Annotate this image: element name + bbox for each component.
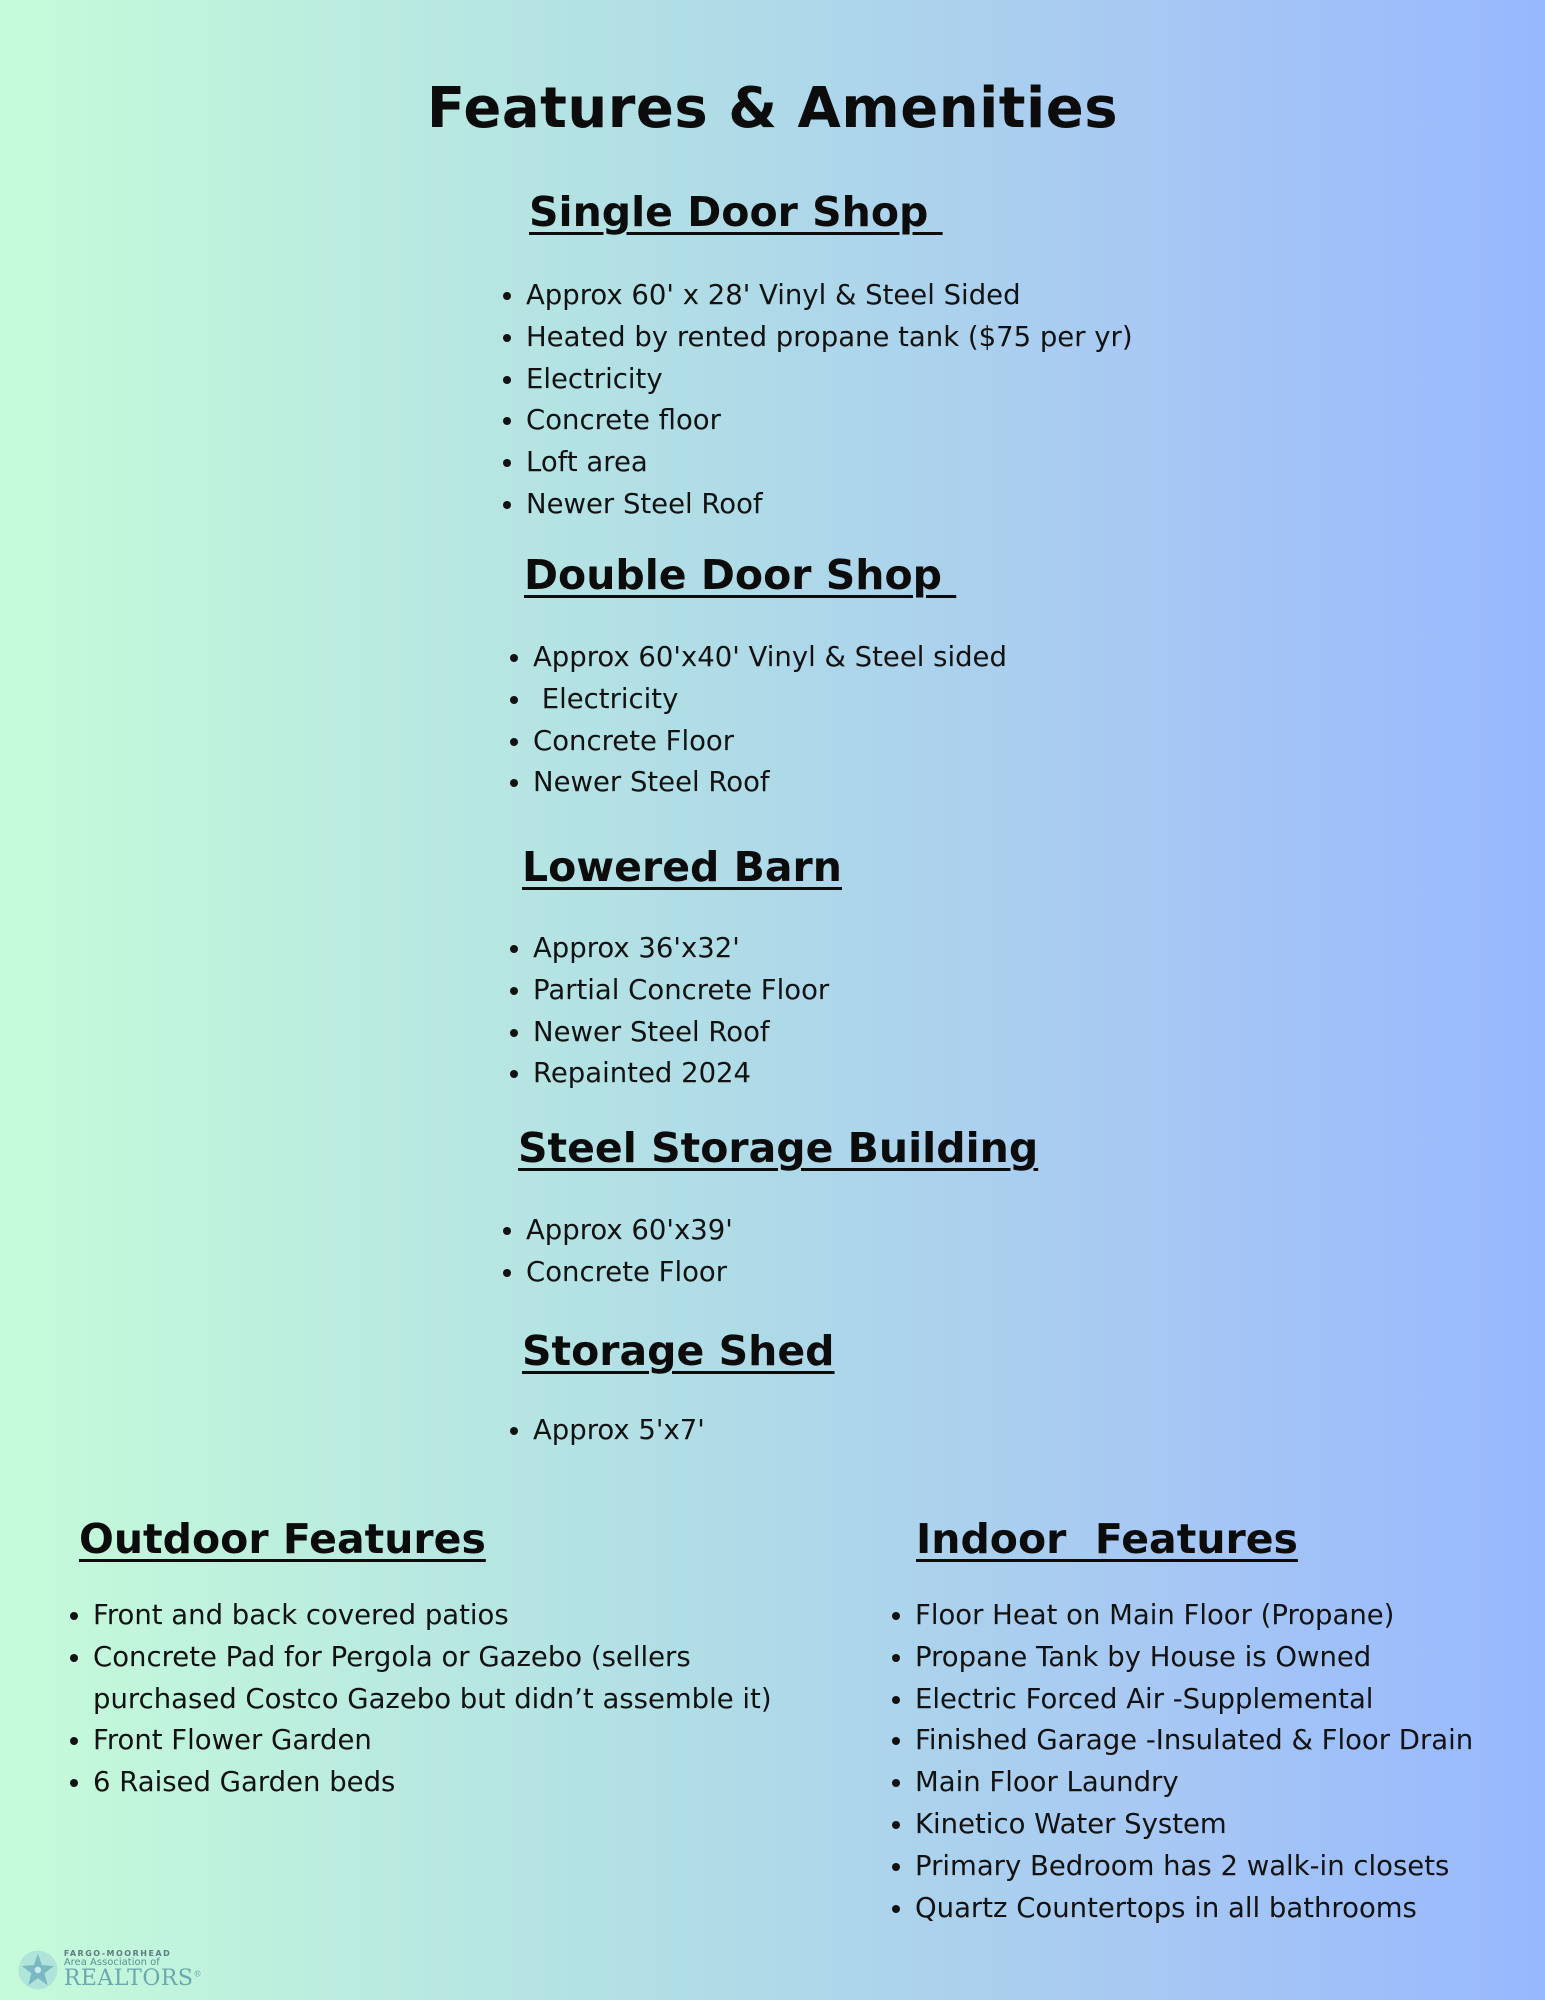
list-item: • Kinetico Water System [915,1804,1473,1846]
logo-realtors-text [64,1968,202,1990]
starfish-icon [16,1944,60,1996]
list-item: • 6 Raised Garden beds [93,1762,773,1804]
list-item: • Approx 36'x32' [533,928,829,970]
list-indoor-features [883,1595,1473,1929]
list-item: • Propane Tank by House is Owned [915,1637,1473,1679]
list-item: • Newer Steel Roof [526,484,1133,526]
list-item: • Front and back covered patios [93,1595,773,1637]
list-item: • Primary Bedroom has 2 walk-in closets [915,1846,1473,1888]
logo-text [64,1950,202,1990]
list-item: • Electricity [526,359,1133,401]
list-single-door-shop [494,275,1133,526]
list-item: • Repainted 2024 [533,1053,829,1095]
list-item: • Concrete Floor [533,721,1007,763]
heading-indoor-features: Indoor Features [916,1515,1298,1563]
page-title: Features & Amenities [426,75,1119,141]
heading-single-door-shop: Single Door Shop [529,188,943,236]
realtors-logo [16,1944,202,1996]
list-item: • Partial Concrete Floor [533,970,829,1012]
list-item: • Quartz Countertops in all bathrooms [915,1888,1473,1930]
list-item: • Heated by rented propane tank ($75 per yr) [526,317,1133,359]
logo-association-text: Area Association of [63,1957,160,1968]
list-item: • Front Flower Garden [93,1720,773,1762]
list-steel-storage-building [494,1210,733,1294]
heading-storage-shed: Storage Shed [522,1327,835,1375]
heading-outdoor-features: Outdoor Features [79,1515,486,1563]
heading-lowered-barn: Lowered Barn [522,843,842,891]
list-item: • Approx 60'x39' [526,1210,733,1252]
list-item: • Newer Steel Roof [533,762,1007,804]
list-item: • Finished Garage -Insulated & Floor Drain [915,1720,1473,1762]
list-lowered-barn [501,928,829,1095]
list-item: • Main Floor Laundry [915,1762,1473,1804]
list-item: • Newer Steel Roof [533,1012,829,1054]
list-item: • Concrete Pad for Pergola or Gazebo (sellers purchased Costco Gazebo but didn’t assemble it) [93,1637,773,1721]
list-item: • Approx 60'x40' Vinyl & Steel sided [533,637,1007,679]
list-item: • Approx 60' x 28' Vinyl & Steel Sided [526,275,1133,317]
list-item: • Concrete Floor [526,1252,733,1294]
list-item: • Loft area [526,442,1133,484]
list-outdoor-features [61,1595,773,1804]
list-item: • Floor Heat on Main Floor (Propane) [915,1595,1473,1637]
heading-double-door-shop: Double Door Shop [524,551,957,599]
list-item: • Electric Forced Air -Supplemental [915,1679,1473,1721]
logo-top-text: FARGO-MOORHEAD [63,1949,172,1958]
logo-registered-mark: ® [193,1969,202,1979]
logo-main-text: REALTORS [63,1966,194,1991]
list-storage-shed [501,1410,705,1452]
heading-steel-storage-building: Steel Storage Building [518,1124,1039,1172]
list-item: • Approx 5'x7' [533,1410,705,1452]
list-double-door-shop [501,637,1007,804]
list-item: • Electricity [533,679,1007,721]
list-item: • Concrete floor [526,400,1133,442]
